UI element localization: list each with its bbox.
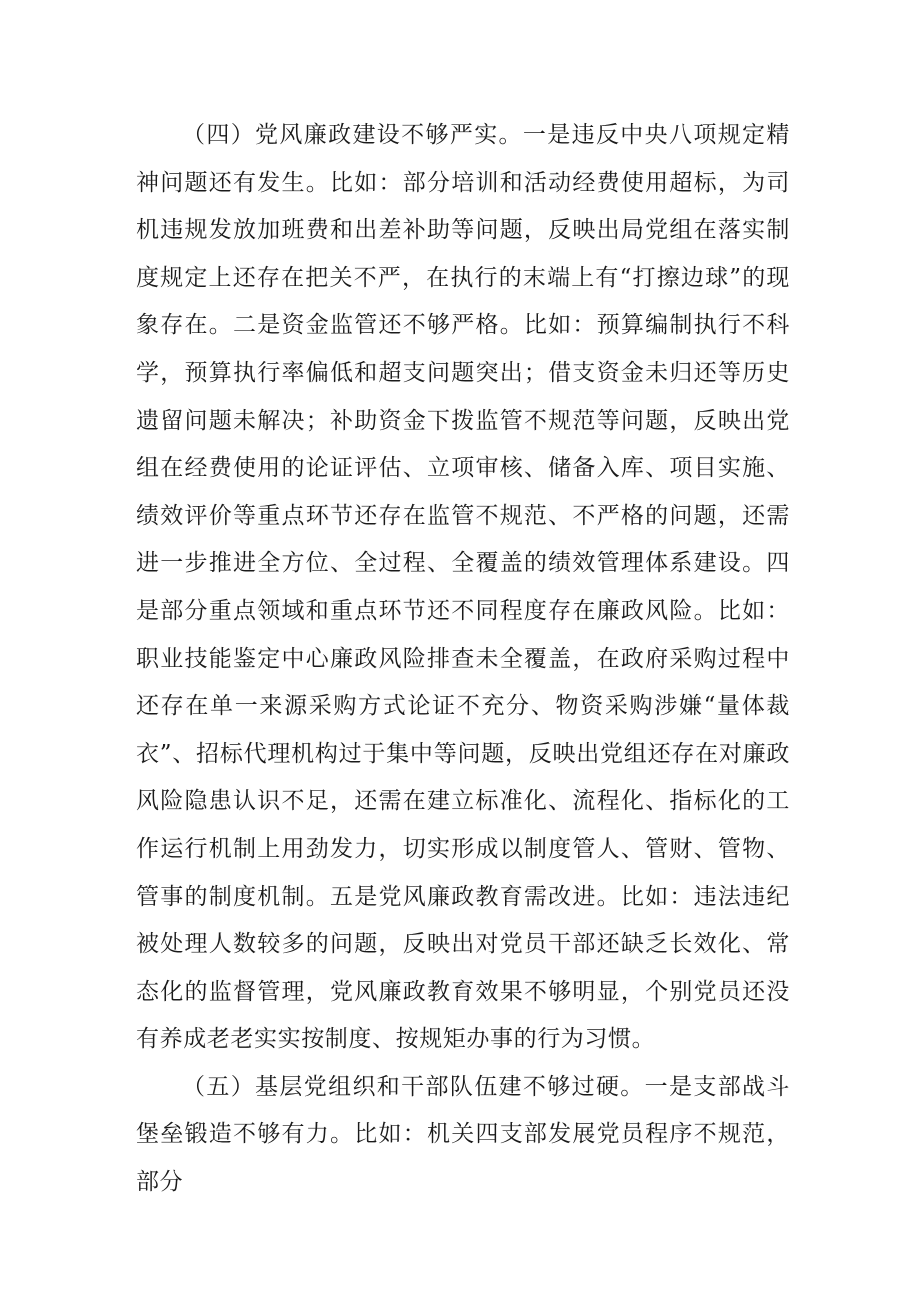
document-body xyxy=(136,112,790,1207)
paragraph-section-five: （五）基层党组织和干部队伍建不够过硬。一是支部战斗堡垒锻造不够有力。比如：机关四支部发展党员程序不规范，部分 xyxy=(136,1073,790,1196)
paragraph-section-four: （四）党风廉政建设不够严实。一是违反中央八项规定精神问题还有发生。比如：部分培训和活动经费使用超标，为司机违规发放加班费和出差补助等问题，反映出局党组在落实制度规定上还存在把关不严，在执行的末端上有“打擦边球”的现象存在。二是资金监管还不够严格。比如：预算编制执行不科学，预算执行率偏低和超支问题突出；借支资金未归还等历史遗留问题未解决；补助资金下拨监管不规范等问题，反映出党组在经费使用的论证评估、立项审核、储备入库、项目实施、绩效评价等重点环节还存在监管不规范、不严格的问题，还需进一步推进全方位、全过程、全覆盖的绩效管理体系建设。四是部分重点领域和重点环节还不同程度存在廉政风险。比如：职业技能鉴定中心廉政风险排查未全覆盖，在政府采购过程中还存在单一来源采购方式论证不充分、物资采购涉嫌“量体裁衣”、招标代理机构过于集中等问题，反映出党组还存在对廉政风险隐患认识不足，还需在建立标准化、流程化、指标化的工作运行机制上用劲发力，切实形成以制度管人、管财、管物、管事的制度机制。五是党风廉政教育需改进。比如：违法违纪被处理人数较多的问题，反映出对党员干部还缺乏长效化、常态化的监督管理，党风廉政教育效果不够明显，个别党员还没有养成老老实实按制度、按规矩办事的行为习惯。 xyxy=(136,122,790,1053)
